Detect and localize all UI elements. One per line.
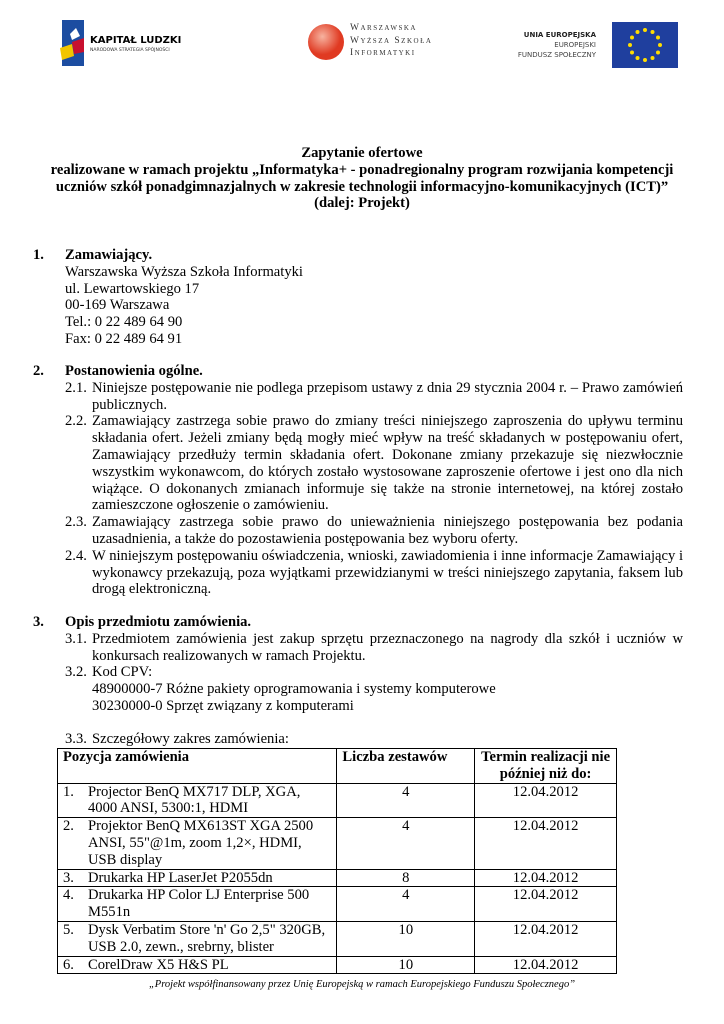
table-row	[58, 818, 617, 869]
wwsi-line: Wyższa Szkoła	[350, 35, 433, 46]
eu-line: FUNDUSZ SPOŁECZNY	[517, 51, 596, 59]
item-text: W niniejszym postępowaniu oświadczenia, wnioski, zawiadomienia i inne informacje Zamawiający i wykonawcy przekazują, poza wyjątkami przewidzianymi w treści niniejszego zapytania, faksem lub drogą elektroniczną.	[92, 547, 683, 598]
address-line: Warszawska Wyższa Szkoła Informatyki	[65, 263, 303, 280]
table-header-row	[58, 749, 617, 784]
column-header: Termin realizacji nie później niż do:	[475, 749, 617, 784]
star-icon	[636, 56, 640, 60]
cpv-code: 48900000-7 Różne pakiety oprogramowania i systemy komputerowe	[92, 681, 496, 698]
quantity-cell: 4	[337, 818, 475, 869]
item-number: 2.1.	[65, 379, 87, 396]
item-name: Projektor BenQ MX613ST XGA 2500 ANSI, 55"@1m, zoom 1,2×, HDMI, USB display	[88, 818, 314, 868]
position-cell	[58, 921, 337, 956]
item-name: Drukarka HP Color LJ Enterprise 500 M551n	[88, 887, 310, 921]
item-name: Projector BenQ MX717 DLP, XGA, 4000 ANSI, 5300:1, HDMI	[88, 783, 301, 817]
position-cell	[58, 887, 337, 922]
item-text: Niniejsze postępowanie nie podlega przepisom ustawy z dnia 29 stycznia 2004 r. – Prawo zamówień publicznych.	[92, 379, 683, 413]
section-number: 2.	[33, 363, 44, 379]
row-number: 1.	[63, 783, 74, 800]
star-icon	[628, 43, 632, 47]
kapital-ludzki-logo	[58, 18, 200, 68]
table-row	[58, 921, 617, 956]
deadline-cell: 12.04.2012	[475, 869, 617, 887]
star-icon	[656, 36, 660, 40]
quantity-cell: 10	[337, 921, 475, 956]
quantity-cell: 4	[337, 783, 475, 818]
item-text: Zamawiający zastrzega sobie prawo do unieważnienia niniejszego postępowania bez podania uzasadnienia, a także do pozostawienia postępowania bez wyboru oferty.	[92, 514, 683, 547]
section-heading: Postanowienia ogólne.	[65, 363, 203, 379]
position-cell	[58, 869, 337, 887]
star-icon	[656, 51, 660, 55]
section-number: 3.	[33, 614, 44, 630]
row-number: 6.	[63, 956, 74, 973]
row-number: 4.	[63, 887, 74, 904]
section-1	[33, 247, 683, 348]
item-number: 2.2.	[65, 413, 87, 430]
position-cell	[58, 783, 337, 818]
column-header: Pozycja zamówienia	[58, 749, 337, 784]
star-icon	[651, 56, 655, 60]
title-line: (dalej: Projekt)	[314, 195, 410, 212]
quantity-cell: 4	[337, 887, 475, 922]
deadline-cell: 12.04.2012	[475, 956, 617, 974]
phone-line: Tel.: 0 22 489 64 90	[65, 314, 183, 331]
wwsi-line: Warszawska	[350, 23, 417, 33]
item-number: 3.3.	[65, 730, 87, 747]
table-row	[58, 956, 617, 974]
kapital-ludzki-subtitle: NARODOWA STRATEGIA SPÓJNOŚCI	[90, 48, 170, 53]
section-3	[33, 614, 683, 748]
star-icon	[643, 58, 647, 62]
table-row	[58, 783, 617, 818]
position-cell	[58, 818, 337, 869]
star-icon	[651, 30, 655, 34]
row-number: 2.	[63, 818, 74, 835]
table-row	[58, 887, 617, 922]
section-heading: Zamawiający.	[65, 247, 153, 263]
row-number: 5.	[63, 921, 74, 938]
star-icon	[636, 30, 640, 34]
eu-line: UNIA EUROPEJSKA	[523, 31, 596, 39]
star-icon	[630, 51, 634, 55]
deadline-cell: 12.04.2012	[475, 783, 617, 818]
star-icon	[630, 36, 634, 40]
table-row	[58, 869, 617, 887]
item-name: Dysk Verbatim Store 'n' Go 2,5" 320GB, USB 2.0, zewn., srebrny, blister	[88, 921, 326, 955]
position-cell	[58, 956, 337, 974]
column-header: Liczba zestawów	[337, 749, 475, 784]
address-line: ul. Lewartowskiego 17	[65, 280, 200, 297]
deadline-cell: 12.04.2012	[475, 887, 617, 922]
item-name: CorelDraw X5 H&S PL	[88, 956, 229, 973]
item-text: Szczegółowy zakres zamówienia:	[92, 730, 289, 747]
item-name: Drukarka HP LaserJet P2055dn	[88, 869, 273, 886]
star-icon	[658, 43, 662, 47]
eu-logo	[498, 22, 678, 68]
item-number: 3.2.	[65, 664, 87, 681]
item-text: Przedmiotem zamówienia jest zakup sprzętu przeznaczonego na nagrody dla szkół i uczniów w konkursach realizowanych w ramach Projektu.	[92, 630, 683, 664]
document-title	[40, 145, 684, 212]
wwsi-line: Informatyki	[350, 48, 416, 58]
title-project-name: realizowane w ramach projektu „Informatyka+ - ponadregionalny program rozwijania kompetencji uczniów szkół ponadgimnazjalnych w zakresie technologii informacyjno-komunikacyjnych (ICT)”	[50, 161, 674, 195]
item-number: 2.3.	[65, 514, 87, 531]
title-line: Zapytanie ofertowe	[301, 145, 423, 161]
item-text: Kod CPV:	[92, 664, 153, 681]
section-number: 1.	[33, 247, 44, 263]
row-number: 3.	[63, 869, 74, 886]
star-icon	[643, 28, 647, 32]
order-table	[57, 748, 617, 974]
address-line: 00-169 Warszawa	[65, 297, 170, 314]
deadline-cell: 12.04.2012	[475, 921, 617, 956]
eu-flag-icon	[612, 22, 678, 68]
quantity-cell: 10	[337, 956, 475, 974]
deadline-cell: 12.04.2012	[475, 818, 617, 869]
section-2	[33, 363, 683, 598]
fax-line: Fax: 0 22 489 64 91	[65, 330, 183, 347]
footer-note: „Projekt współfinansowany przez Unię Europejską w ramach Europejskiego Funduszu Społecznego”	[148, 979, 576, 990]
item-number: 3.1.	[65, 630, 87, 647]
quantity-cell: 8	[337, 869, 475, 887]
kapital-ludzki-text: KAPITAŁ LUDZKI	[90, 35, 182, 46]
cpv-code: 30230000-0 Sprzęt związany z komputerami	[92, 697, 354, 714]
item-text: Zamawiający zastrzega sobie prawo do zmiany treści niniejszego zaproszenia do upływu terminu składania ofert. Jeżeli zmiany będą mogły mieć wpływ na treść składanych w postępowaniu ofert, Zamawiający przedłuży termin składania ofert. Dokonane zmiany przekazuje się niezwłocznie wszystkim wykonawcom, do których zostało wystosowane zaproszenie ofertowe i jest ono dla nich wiążące. O dokonanych zmianach informuje się także na stronie internetowej, na której zostało zamieszczone ogłoszenie o zamówieniu.	[92, 413, 683, 514]
eu-line: EUROPEJSKI	[554, 41, 596, 49]
section-heading: Opis przedmiotu zamówienia.	[65, 614, 252, 630]
item-number: 2.4.	[65, 547, 87, 564]
wwsi-logo	[306, 20, 442, 64]
